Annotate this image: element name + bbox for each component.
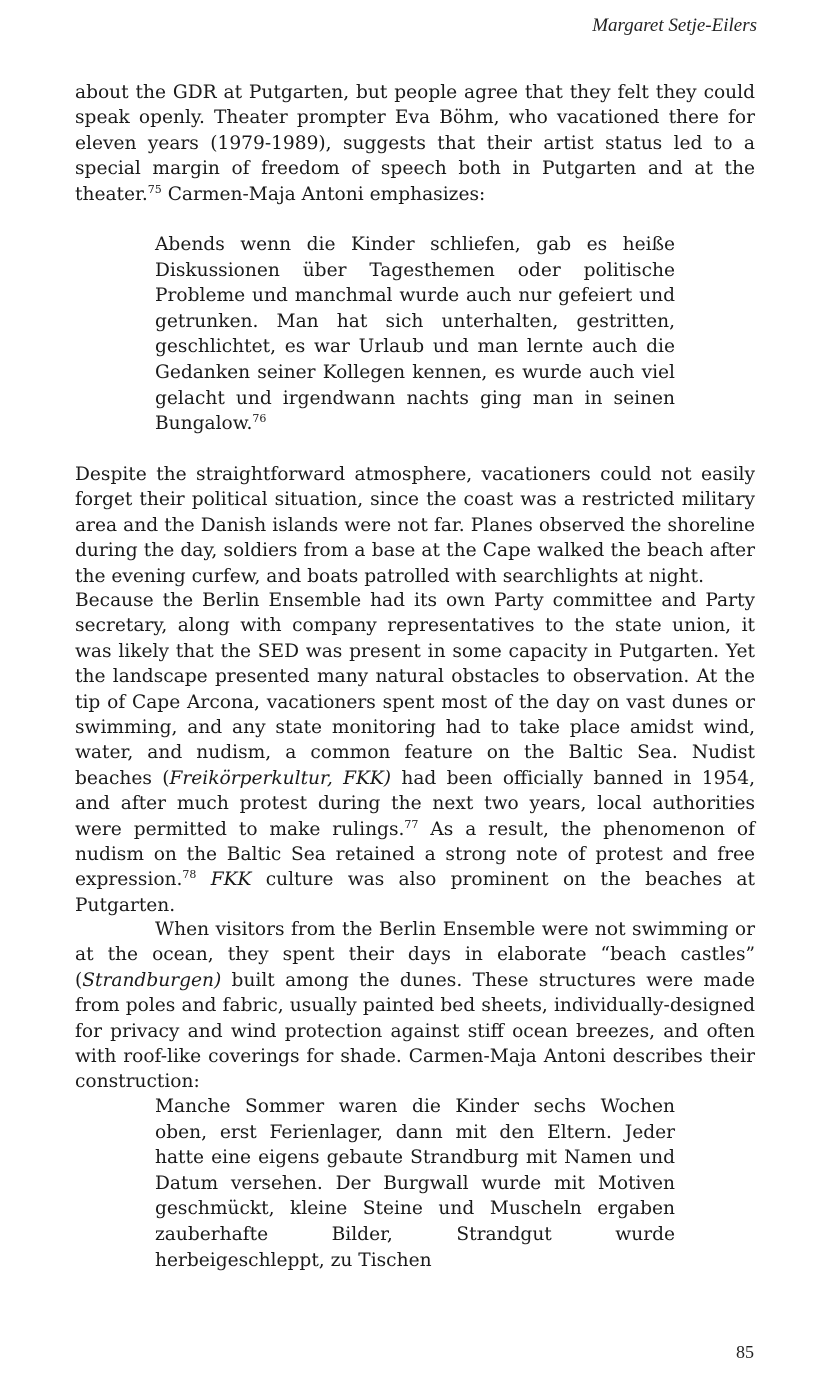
footnote-ref-78[interactable]: 78 xyxy=(182,868,197,882)
paragraph-3-text-c: As a result, the phenomenon of nudism on the Baltic Sea retained a strong note of protest and free expression. xyxy=(75,818,755,891)
term-freikoerperkultur: Freikörperkultur, FKK) xyxy=(169,767,392,789)
footnote-ref-76[interactable]: 76 xyxy=(252,412,267,426)
block-quote-2-text: Manche Sommer waren die Kinder sechs Wochen oben, erst Ferienlager, dann mit den Eltern. Jeder hatte eine eigens gebaute Strandburg mit Namen und Datum versehen. Der Burgwall wurde mit Motiven geschmückt, kleine Steine und Muscheln ergaben zauberhafte Bilder, Strandgut wurde herbeigeschleppt, zu Tischen xyxy=(155,1096,675,1271)
page-number: 85 xyxy=(736,1342,754,1362)
term-fkk: FKK xyxy=(210,869,252,891)
paragraph-2-text: Despite the straightforward atmosphere, vacationers could not easily forget their political situation, since the coast was a restricted military area and the Danish islands were not far. Planes observed the shoreline during the day, soldiers from a base at the Cape walked the beach after the evening curfew, and boats patrolled with searchlights at night. xyxy=(75,464,755,587)
footnote-ref-75[interactable]: 75 xyxy=(147,182,162,196)
block-quote-2 xyxy=(155,1094,675,1273)
term-strandburgen: Strandburgen) xyxy=(82,969,222,991)
paragraph-4 xyxy=(75,917,755,1095)
paragraph-3-text-d: culture was also prominent on the beaches at Putgarten. xyxy=(75,869,755,916)
paragraph-4-text-a: When visitors from the Berlin Ensemble were not swimming or at the ocean, they spent their days in elaborate “beach castles” ( xyxy=(75,919,755,991)
paragraph-2 xyxy=(75,462,755,589)
paragraph-4-text-b: built among the dunes. These structures were made from poles and fabric, usually painted bed sheets, individually-designed for privacy and wind protection against stiff ocean breezes, and often with roof-like coverings for shade. Carmen-Maja Antoni describes their construction: xyxy=(75,969,755,1093)
paragraph-1-text: about the GDR at Putgarten, but people agree that they felt they could speak openly. Theater prompter Eva Böhm, who vacationed there for eleven years (1979-1989), suggests that their artist status led to a special margin of freedom of speech both in Putgarten and at the theater. xyxy=(75,82,755,205)
paragraph-3-text-b: had been officially banned in 1954, and after much protest during the next two years, local authorities were permitted to make rulings. xyxy=(75,767,755,840)
paragraph-1 xyxy=(75,80,755,207)
paragraph-1-lead-in: Carmen-Maja Antoni emphasizes: xyxy=(167,183,486,205)
footnote-ref-77[interactable]: 77 xyxy=(404,817,419,831)
block-quote-1-text: Abends wenn die Kinder schliefen, gab es heiße Diskussionen über Tagesthemen oder politische Probleme und manchmal wurde auch nur gefeiert und getrunken. Man hat sich unterhalten, gestritten, geschlichtet, es war Urlaub und man lernte auch die Gedanken seiner Kollegen kennen, es wurde auch viel gelacht und irgendwann nachts ging man in seinen Bungalow. xyxy=(155,234,675,435)
block-quote-1 xyxy=(155,232,675,437)
paragraph-3-text-a: Because the Berlin Ensemble had its own Party committee and Party secretary, along with company representatives to the state union, it was likely that the SED was present in some capacity in Putgarten. Yet the landscape presented many natural obstacles to observation. At the tip of Cape Arcona, vacationers spent most of the day on vast dunes or swimming, and any state monitoring had to take place amidst wind, water, and nudism, a common feature on the Baltic Sea. Nudist beaches ( xyxy=(75,590,755,789)
paragraph-3 xyxy=(75,588,755,918)
running-header-author: Margaret Setje-Eilers xyxy=(592,15,757,36)
